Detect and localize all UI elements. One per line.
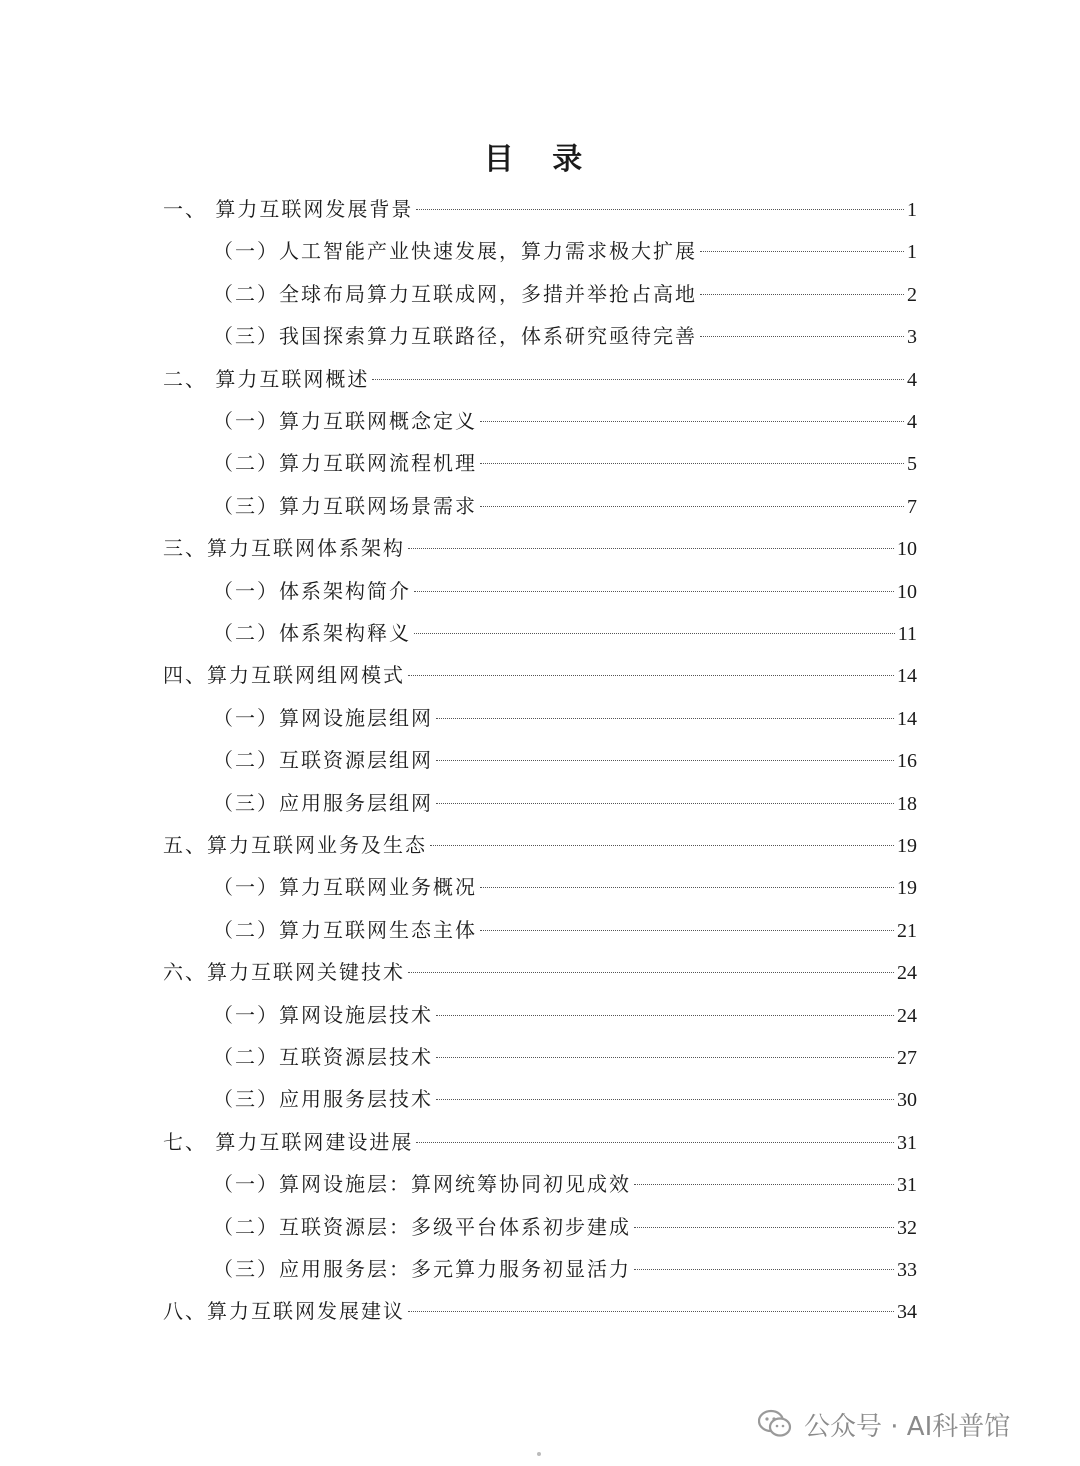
toc-entry-page-number: 18 — [897, 792, 917, 815]
toc-entry-page-number: 1 — [907, 199, 917, 221]
toc-entry[interactable] — [213, 613, 917, 653]
toc-entry-label: （三）应用服务层：多元算力服务初显活力 — [213, 1257, 631, 1281]
toc-entry-label: 六、算力互联网关键技术 — [163, 960, 405, 985]
toc-entry[interactable] — [213, 740, 917, 780]
toc-dot-leader — [408, 1311, 894, 1312]
toc-entry-label: （一）算网设施层组网 — [213, 705, 433, 730]
toc-entry-page-number: 24 — [897, 1004, 917, 1027]
watermark-text: 公众号 · AI科普馆 — [804, 1411, 1011, 1442]
toc-entry-page-number: 30 — [897, 1089, 917, 1112]
toc-entry[interactable] — [213, 316, 917, 356]
toc-dot-leader — [436, 1057, 894, 1058]
toc-dot-leader — [372, 379, 904, 380]
toc-entry-label: （二）互联资源层技术 — [213, 1045, 433, 1069]
toc-entry-page-number: 10 — [897, 580, 917, 603]
toc-entry-label: 三、算力互联网体系架构 — [163, 536, 405, 561]
toc-entry-page-number: 14 — [897, 707, 917, 730]
toc-dot-leader — [408, 972, 894, 973]
toc-entry-label: （三）应用服务层组网 — [213, 790, 433, 815]
toc-entry-label: （二）体系架构释义 — [213, 621, 411, 645]
toc-entry[interactable] — [213, 1079, 917, 1119]
toc-entry-label: （一）体系架构简介 — [213, 578, 411, 603]
toc-entry[interactable] — [213, 1207, 917, 1247]
toc-entry-page-number: 14 — [897, 665, 917, 688]
toc-entry[interactable] — [213, 443, 917, 483]
toc-entry-page-number: 7 — [907, 495, 917, 518]
toc-entry-label: （一）算力互联网概念定义 — [213, 409, 477, 433]
toc-entry[interactable] — [213, 910, 917, 950]
toc-entry[interactable] — [163, 189, 917, 229]
toc-dot-leader — [480, 930, 894, 931]
toc-entry[interactable] — [213, 274, 917, 314]
toc-entry-label: （三）我国探索算力互联路径，体系研究亟待完善 — [213, 324, 697, 349]
toc-entry[interactable] — [213, 401, 917, 441]
toc-entry-label: （三）算力互联网场景需求 — [213, 493, 477, 518]
toc-dot-leader — [480, 506, 904, 507]
toc-entry-label: （一）算网设施层技术 — [213, 1002, 433, 1027]
toc-entry-label: （一）算网设施层：算网统筹协同初见成效 — [213, 1172, 631, 1197]
toc-dot-leader — [436, 760, 894, 761]
toc-dot-leader — [408, 675, 894, 676]
toc-dot-leader — [634, 1269, 894, 1270]
toc-entry[interactable] — [163, 359, 917, 399]
toc-entry-label: （二）算力互联网流程机理 — [213, 451, 477, 476]
toc-entry[interactable] — [213, 571, 917, 611]
toc-dot-leader — [436, 803, 894, 804]
toc-entry-page-number: 10 — [897, 538, 917, 561]
toc-entry-page-number: 33 — [897, 1259, 917, 1281]
toc-entry-page-number: 27 — [897, 1047, 917, 1069]
toc-entry-label: 五、算力互联网业务及生态 — [163, 833, 427, 857]
toc-entry[interactable] — [213, 783, 917, 823]
toc-entry[interactable] — [163, 1122, 917, 1162]
toc-entry-page-number: 21 — [897, 919, 917, 942]
toc-dot-leader — [634, 1227, 894, 1228]
toc-entry-label: 四、算力互联网组网模式 — [163, 663, 405, 688]
toc-entry[interactable] — [213, 867, 917, 907]
toc-entry[interactable] — [213, 995, 917, 1035]
toc-entry-page-number: 16 — [897, 750, 917, 773]
toc-entry-label: （二）全球布局算力互联成网，多措并举抢占高地 — [213, 281, 697, 306]
toc-entry[interactable] — [163, 825, 917, 865]
toc-entry-page-number: 3 — [907, 326, 917, 349]
toc-dot-leader — [408, 548, 894, 549]
toc-entry-page-number: 5 — [907, 453, 917, 476]
toc-dot-leader — [480, 463, 904, 464]
watermark — [758, 1406, 1010, 1442]
toc-entry-page-number: 32 — [897, 1216, 917, 1239]
toc-entry-page-number: 4 — [907, 368, 917, 391]
toc-entry[interactable] — [163, 655, 917, 695]
toc-entry[interactable] — [213, 231, 917, 271]
toc-entry-label: （三）应用服务层技术 — [213, 1087, 433, 1112]
toc-entry-label: 一、 算力互联网发展背景 — [163, 197, 414, 221]
toc-entry-label: 八、算力互联网发展建议 — [163, 1299, 405, 1324]
toc-dot-leader — [480, 887, 894, 888]
toc-dot-leader — [436, 718, 894, 719]
toc-entry-label: （一）人工智能产业快速发展，算力需求极大扩展 — [213, 239, 697, 264]
toc-entry[interactable] — [213, 1164, 917, 1204]
toc-dot-leader — [436, 1099, 894, 1100]
toc-entry[interactable] — [213, 698, 917, 738]
toc-dot-leader — [430, 845, 894, 846]
toc-entry-page-number: 31 — [897, 1174, 917, 1197]
toc-entry-page-number: 34 — [897, 1301, 917, 1324]
toc-entry-page-number: 19 — [897, 835, 917, 857]
toc-dot-leader — [700, 294, 904, 295]
toc-entry-page-number: 31 — [897, 1131, 917, 1154]
toc-dot-leader — [416, 1142, 894, 1143]
wechat-icon — [758, 1409, 792, 1439]
toc-entry[interactable] — [213, 1037, 917, 1077]
toc-entry[interactable] — [163, 1291, 917, 1331]
toc-entry-label: （二）互联资源层：多级平台体系初步建成 — [213, 1214, 631, 1239]
toc-dot-leader — [414, 633, 895, 634]
toc-entry[interactable] — [163, 952, 917, 992]
toc-entry-label: （二）算力互联网生态主体 — [213, 917, 477, 942]
toc-entry-page-number: 11 — [897, 623, 917, 645]
toc-entry[interactable] — [163, 528, 917, 568]
toc-dot-leader — [700, 336, 904, 337]
page-title: 目 录 — [483, 142, 597, 177]
toc-entry-page-number: 24 — [897, 962, 917, 985]
toc-dot-leader — [436, 1015, 894, 1016]
toc-entry-label: 二、 算力互联网概述 — [163, 366, 370, 391]
toc-dot-leader — [634, 1184, 894, 1185]
toc-entry-label: （二）互联资源层组网 — [213, 748, 433, 773]
toc-dot-leader — [480, 421, 904, 422]
page-dot — [537, 1452, 541, 1456]
toc-dot-leader — [700, 251, 904, 252]
toc-entry-page-number: 19 — [897, 877, 917, 900]
toc-entry[interactable] — [213, 1249, 917, 1289]
toc-entry[interactable] — [213, 486, 917, 526]
toc-entry-label: 七、 算力互联网建设进展 — [163, 1129, 414, 1154]
toc-dot-leader — [416, 209, 904, 210]
toc-entry-page-number: 4 — [907, 411, 917, 433]
toc-entry-page-number: 1 — [907, 241, 917, 264]
toc-entry-page-number: 2 — [907, 283, 917, 306]
toc-dot-leader — [414, 591, 894, 592]
toc-entry-label: （一）算力互联网业务概况 — [213, 875, 477, 900]
